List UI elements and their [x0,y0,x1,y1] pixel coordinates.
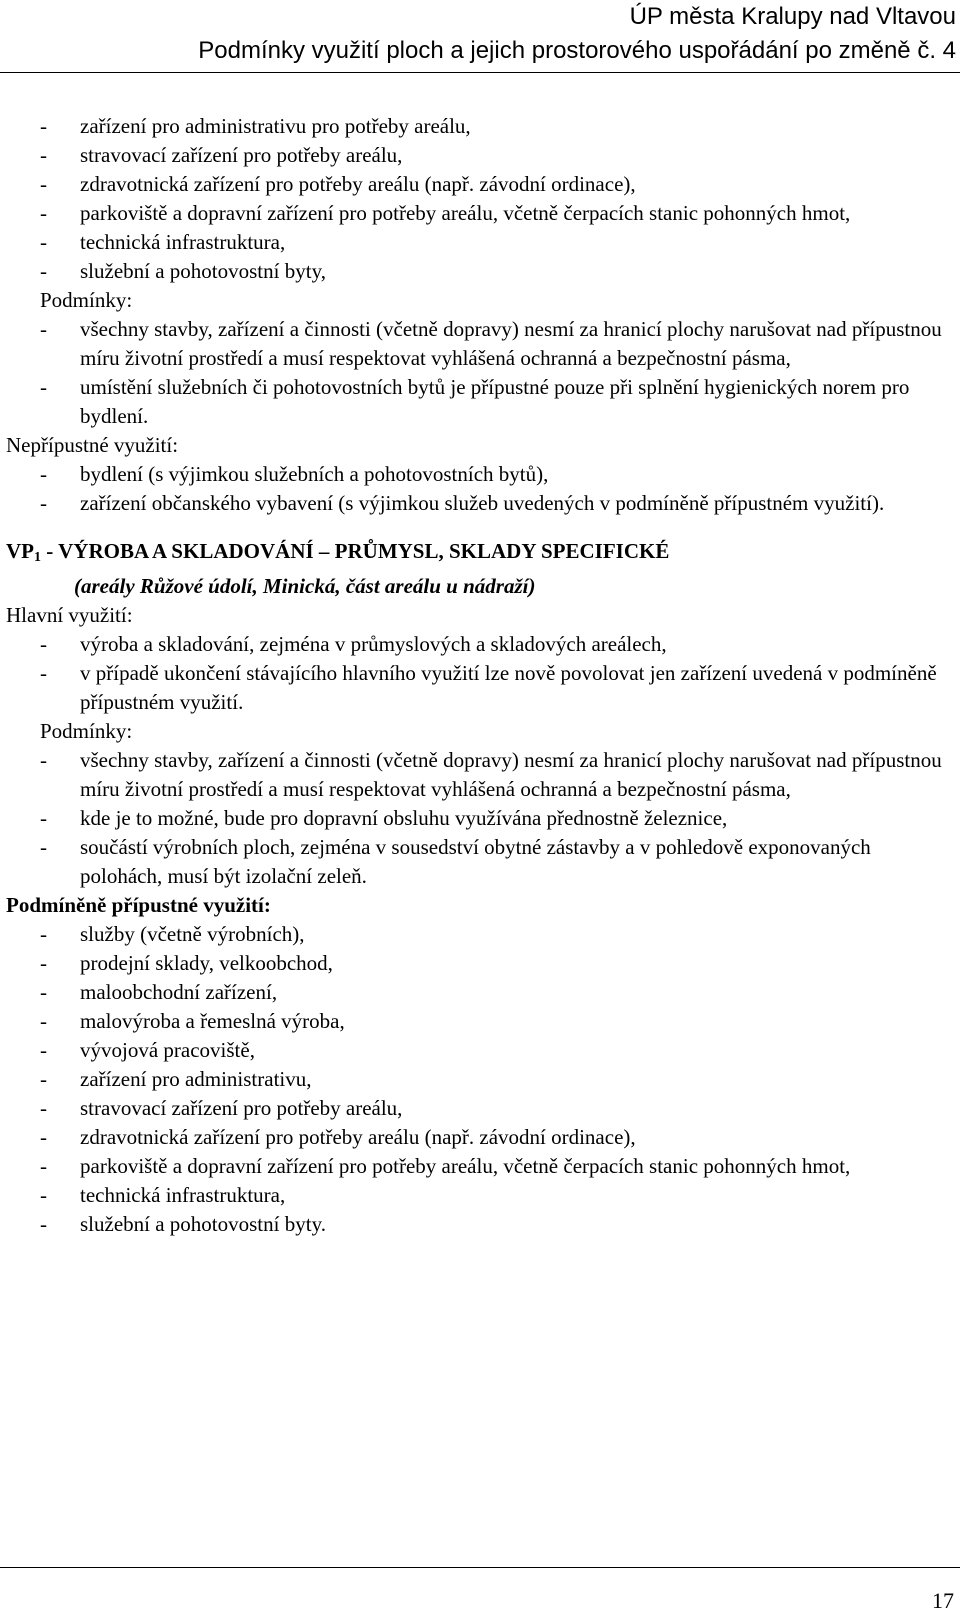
conditional-use-label: Podmíněně přípustné využití: [6,893,271,917]
list-item: - technická infrastruktura, [40,1183,286,1207]
header-subtitle: Podmínky využití ploch a jejich prostorového uspořádání po změně č. 4 [198,37,956,64]
list-item: - maloobchodní zařízení, [40,980,278,1004]
list-item: - v případě ukončení stávajícího hlavního využití lze nově povolovat jen zařízení uvedená v podmíněně přípustném využití. [40,661,937,714]
list-item: - všechny stavby, zařízení a činnosti (včetně dopravy) nesmí za hranicí plochy narušovat nad přípustnou míru životní prostředí a musí respektovat vyhlášená ochranná a bezpečnostní pásma, [40,748,942,801]
list-item: - součástí výrobních ploch, zejména v sousedství obytné zástavby a v pohledově exponovaných polohách, musí být izolační zeleň. [40,835,871,888]
conditions-label: Podmínky: [40,719,133,743]
footer-divider [0,1567,960,1568]
section-heading: $VP_1$ - VÝROBA A SKLADOVÁNÍ – PRŮMYSL, SKLADY SPECIFICKÉ [6,539,670,565]
list-item: - zařízení pro administrativu, [40,1067,312,1091]
document-body [6,112,954,1239]
list-item: - zařízení pro administrativu pro potřeby areálu, [40,114,471,138]
list-item: - služby (včetně výrobních), [40,922,305,946]
list-item: - zdravotnická zařízení pro potřeby areálu (např. závodní ordinace), [40,172,636,196]
list-item: - výroba a skladování, zejména v průmyslových a skladových areálech, [40,632,667,656]
list-item: - všechny stavby, zařízení a činnosti (včetně dopravy) nesmí za hranicí plochy narušovat nad přípustnou míru životní prostředí a musí respektovat vyhlášená ochranná a bezpečnostní pásma, [40,317,942,370]
forbidden-label: Nepřípustné využití: [6,433,179,457]
list-item: - technická infrastruktura, [40,230,286,254]
main-use-label: Hlavní využití: [6,603,133,627]
list-item: - parkoviště a dopravní zařízení pro potřeby areálu, včetně čerpacích stanic pohonných hmot, [40,1154,851,1178]
list-item: - malovýroba a řemeslná výroba, [40,1009,345,1033]
list-item: - služební a pohotovostní byty. [40,1212,326,1236]
list-item: - prodejní sklady, velkoobchod, [40,951,333,975]
list-item: - umístění služebních či pohotovostních bytů je přípustné pouze při splnění hygienických norem pro bydlení. [40,375,910,428]
list-item: - zařízení občanského vybavení (s výjimkou služeb uvedených v podmíněně přípustném využití). [40,491,885,515]
header-divider [0,72,960,73]
list-item: - stravovací zařízení pro potřeby areálu, [40,143,403,167]
section-subheading: (areály Růžové údolí, Minická, část areálu u nádraží) [74,574,536,598]
conditions-label: Podmínky: [40,288,133,312]
list-item: - služební a pohotovostní byty, [40,259,326,283]
list-item: - parkoviště a dopravní zařízení pro potřeby areálu, včetně čerpacích stanic pohonných hmot, [40,201,851,225]
list-item: - stravovací zařízení pro potřeby areálu, [40,1096,403,1120]
list-item: - zdravotnická zařízení pro potřeby areálu (např. závodní ordinace), [40,1125,636,1149]
list-item: - kde je to možné, bude pro dopravní obsluhu využívána přednostně železnice, [40,806,728,830]
page-number: 17 [932,1588,954,1613]
page-header [198,0,956,68]
list-item: - vývojová pracoviště, [40,1038,255,1062]
header-title: ÚP města Kralupy nad Vltavou [629,3,956,30]
list-item: - bydlení (s výjimkou služebních a pohotovostních bytů), [40,462,549,486]
